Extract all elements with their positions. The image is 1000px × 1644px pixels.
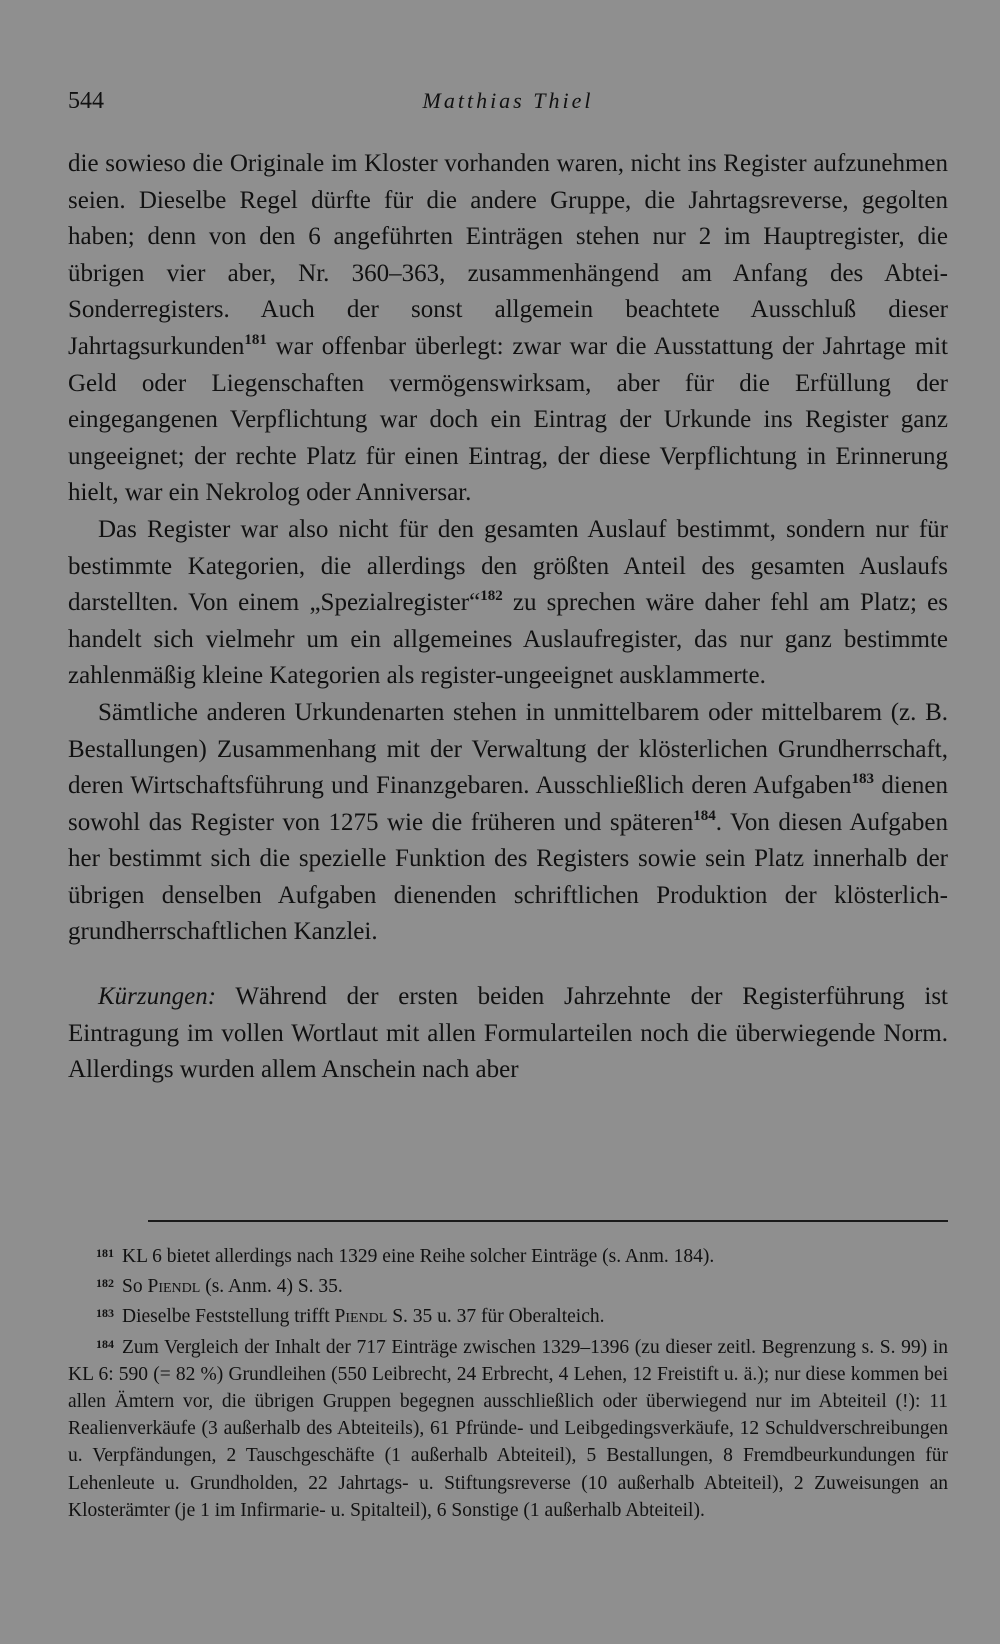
footnote-ref-182[interactable]: 182: [480, 588, 503, 605]
section-heading: Kürzungen:: [98, 983, 217, 1011]
footnote-182: [68, 1270, 948, 1300]
footnote-ref-181[interactable]: 181: [244, 331, 267, 348]
paragraph-3: [68, 695, 948, 951]
footnote-number: 182: [96, 1276, 114, 1291]
paragraph-3-text-a: Sämtliche anderen Urkundenarten stehen in unmittelbarem oder mittelbarem (z. B. Bestallungen) Zusammenhang mit der Verwaltung der klösterlichen Grundherrschaft, deren Wirtschaftsführung und Finanzgebaren. Ausschließlich deren Aufgaben: [68, 698, 948, 800]
footnote-184: [68, 1331, 948, 1524]
footnote-ref-183[interactable]: 183: [851, 771, 874, 788]
paragraph-1-text-b: war offenbar überlegt: zwar war die Ausstattung der Jahrtage mit Geld oder Liegenschaften vermögenswirksam, aber für die Erfüllung der eingegangenen Verpflichtung war doch ein Eintrag der Urkunde ins Register ganz ungeeignet; der rechte Platz für einen Eintrag, der diese Verpflichtung in Erinnerung hielt, war ein Nekrolog oder Anniversar.: [68, 332, 948, 507]
body-text: [68, 146, 948, 1089]
author-name: Piendl: [334, 1306, 388, 1328]
paragraph-2-text-b: zu sprechen wäre daher fehl am Platz; es handelt sich vielmehr um ein allgemeines Auslaufregister, das nur ganz bestimmte zahlenmäßig kleine Kategorien als register-ungeeignet ausklammerte.: [68, 589, 948, 690]
page-number: 544: [68, 88, 104, 114]
footnote-text: S. 35 u. 37 für Oberalteich.: [387, 1306, 605, 1328]
paragraph-3-text-c: . Von diesen Aufgaben her bestimmt sich die spezielle Funktion des Registers sowie sein Platz innerhalb der übrigen denselben Aufgaben dienenden schriftlichen Produktion der klösterlich-grundherrschaftlichen Kanzlei.: [68, 808, 948, 946]
footnote-183: [68, 1300, 948, 1330]
paragraph-2-text-a: Das Register war also nicht für den gesamten Auslauf bestimmt, sondern nur für bestimmte Kategorien, die allerdings den größten Anteil des gesamten Auslaufs darstellten. Von einem „Spezialregister“: [68, 515, 948, 617]
footnote-divider: [148, 1220, 948, 1222]
paragraph-1: [68, 146, 948, 512]
paragraph-4: [68, 979, 948, 1089]
page-header: [68, 88, 948, 124]
footnote-number: 183: [96, 1306, 114, 1321]
footnotes: [68, 1240, 948, 1524]
paragraph-1-text-a: die sowieso die Originale im Kloster vorhanden waren, nicht ins Register aufzunehmen seien. Dieselbe Regel dürfte für die andere Gruppe, die Jahrtagsreverse, gegolten haben; denn von den 6 angeführten Einträgen stehen nur 2 im Hauptregister, die übrigen vier aber, Nr. 360–363, zusammenhängend am Anfang des Abtei-Sonderregisters. Auch der sonst allgemein beachtete Ausschluß dieser Jahrtagsurkunden: [68, 150, 948, 360]
footnote-text: Dieselbe Feststellung trifft: [122, 1306, 335, 1328]
author-name: Piendl: [147, 1276, 201, 1298]
paragraph-3-text-b: dienen sowohl das Register von 1275 wie die früheren und späteren: [68, 772, 948, 836]
footnote-number: 181: [96, 1246, 114, 1260]
paragraph-2: [68, 512, 948, 695]
footnote-text: (s. Anm. 4) S. 35.: [200, 1276, 343, 1298]
footnote-ref-184[interactable]: 184: [693, 807, 716, 824]
footnote-text: Zum Vergleich der Inhalt der 717 Einträge zwischen 1329–1396 (zu dieser zeitl. Begrenzung s. S. 99) in KL 6: 590 (= 82 %) Grundleihen (550 Leibrecht, 24 Erbrecht, 4 Lehen, 12 Freistift u. ä.); nur diese kommen bei allen Ämtern vor, die übrigen Gruppen begegnen ausschließlich oder überwiegend nur im Abteiteil (!): 11 Realienverkäufe (3 außerhalb des Abteiteils), 61 Pfründe- und Leibgedingsverkäufe, 12 Schuldverschreibungen u. Verpfändungen, 2 Tauschgeschäfte (1 außerhalb Abteiteil), 5 Bestallungen, 8 Fremdbeurkundungen für Lehenleute u. Grundholden, 22 Jahrtags- u. Stiftungsreverse (10 außerhalb Abteiteil), 2 Zuweisungen an Klosterämter (je 1 im Infirmarie- u. Spitalteil), 6 Sonstige (1 außerhalb Abteiteil).: [68, 1336, 948, 1521]
paragraph-4-text: Während der ersten beiden Jahrzehnte der Registerführung ist Eintragung im vollen Wortlaut mit allen Formularteilen noch die überwiegende Norm. Allerdings wurden allem Anschein nach aber: [68, 983, 948, 1084]
running-head: Matthias Thiel: [422, 88, 594, 113]
footnote-text: So: [122, 1276, 148, 1298]
footnote-number: 184: [96, 1336, 114, 1351]
footnote-text: KL 6 bietet allerdings nach 1329 eine Reihe solcher Einträge (s. Anm. 184).: [122, 1246, 715, 1267]
footnote-181: [68, 1240, 948, 1270]
